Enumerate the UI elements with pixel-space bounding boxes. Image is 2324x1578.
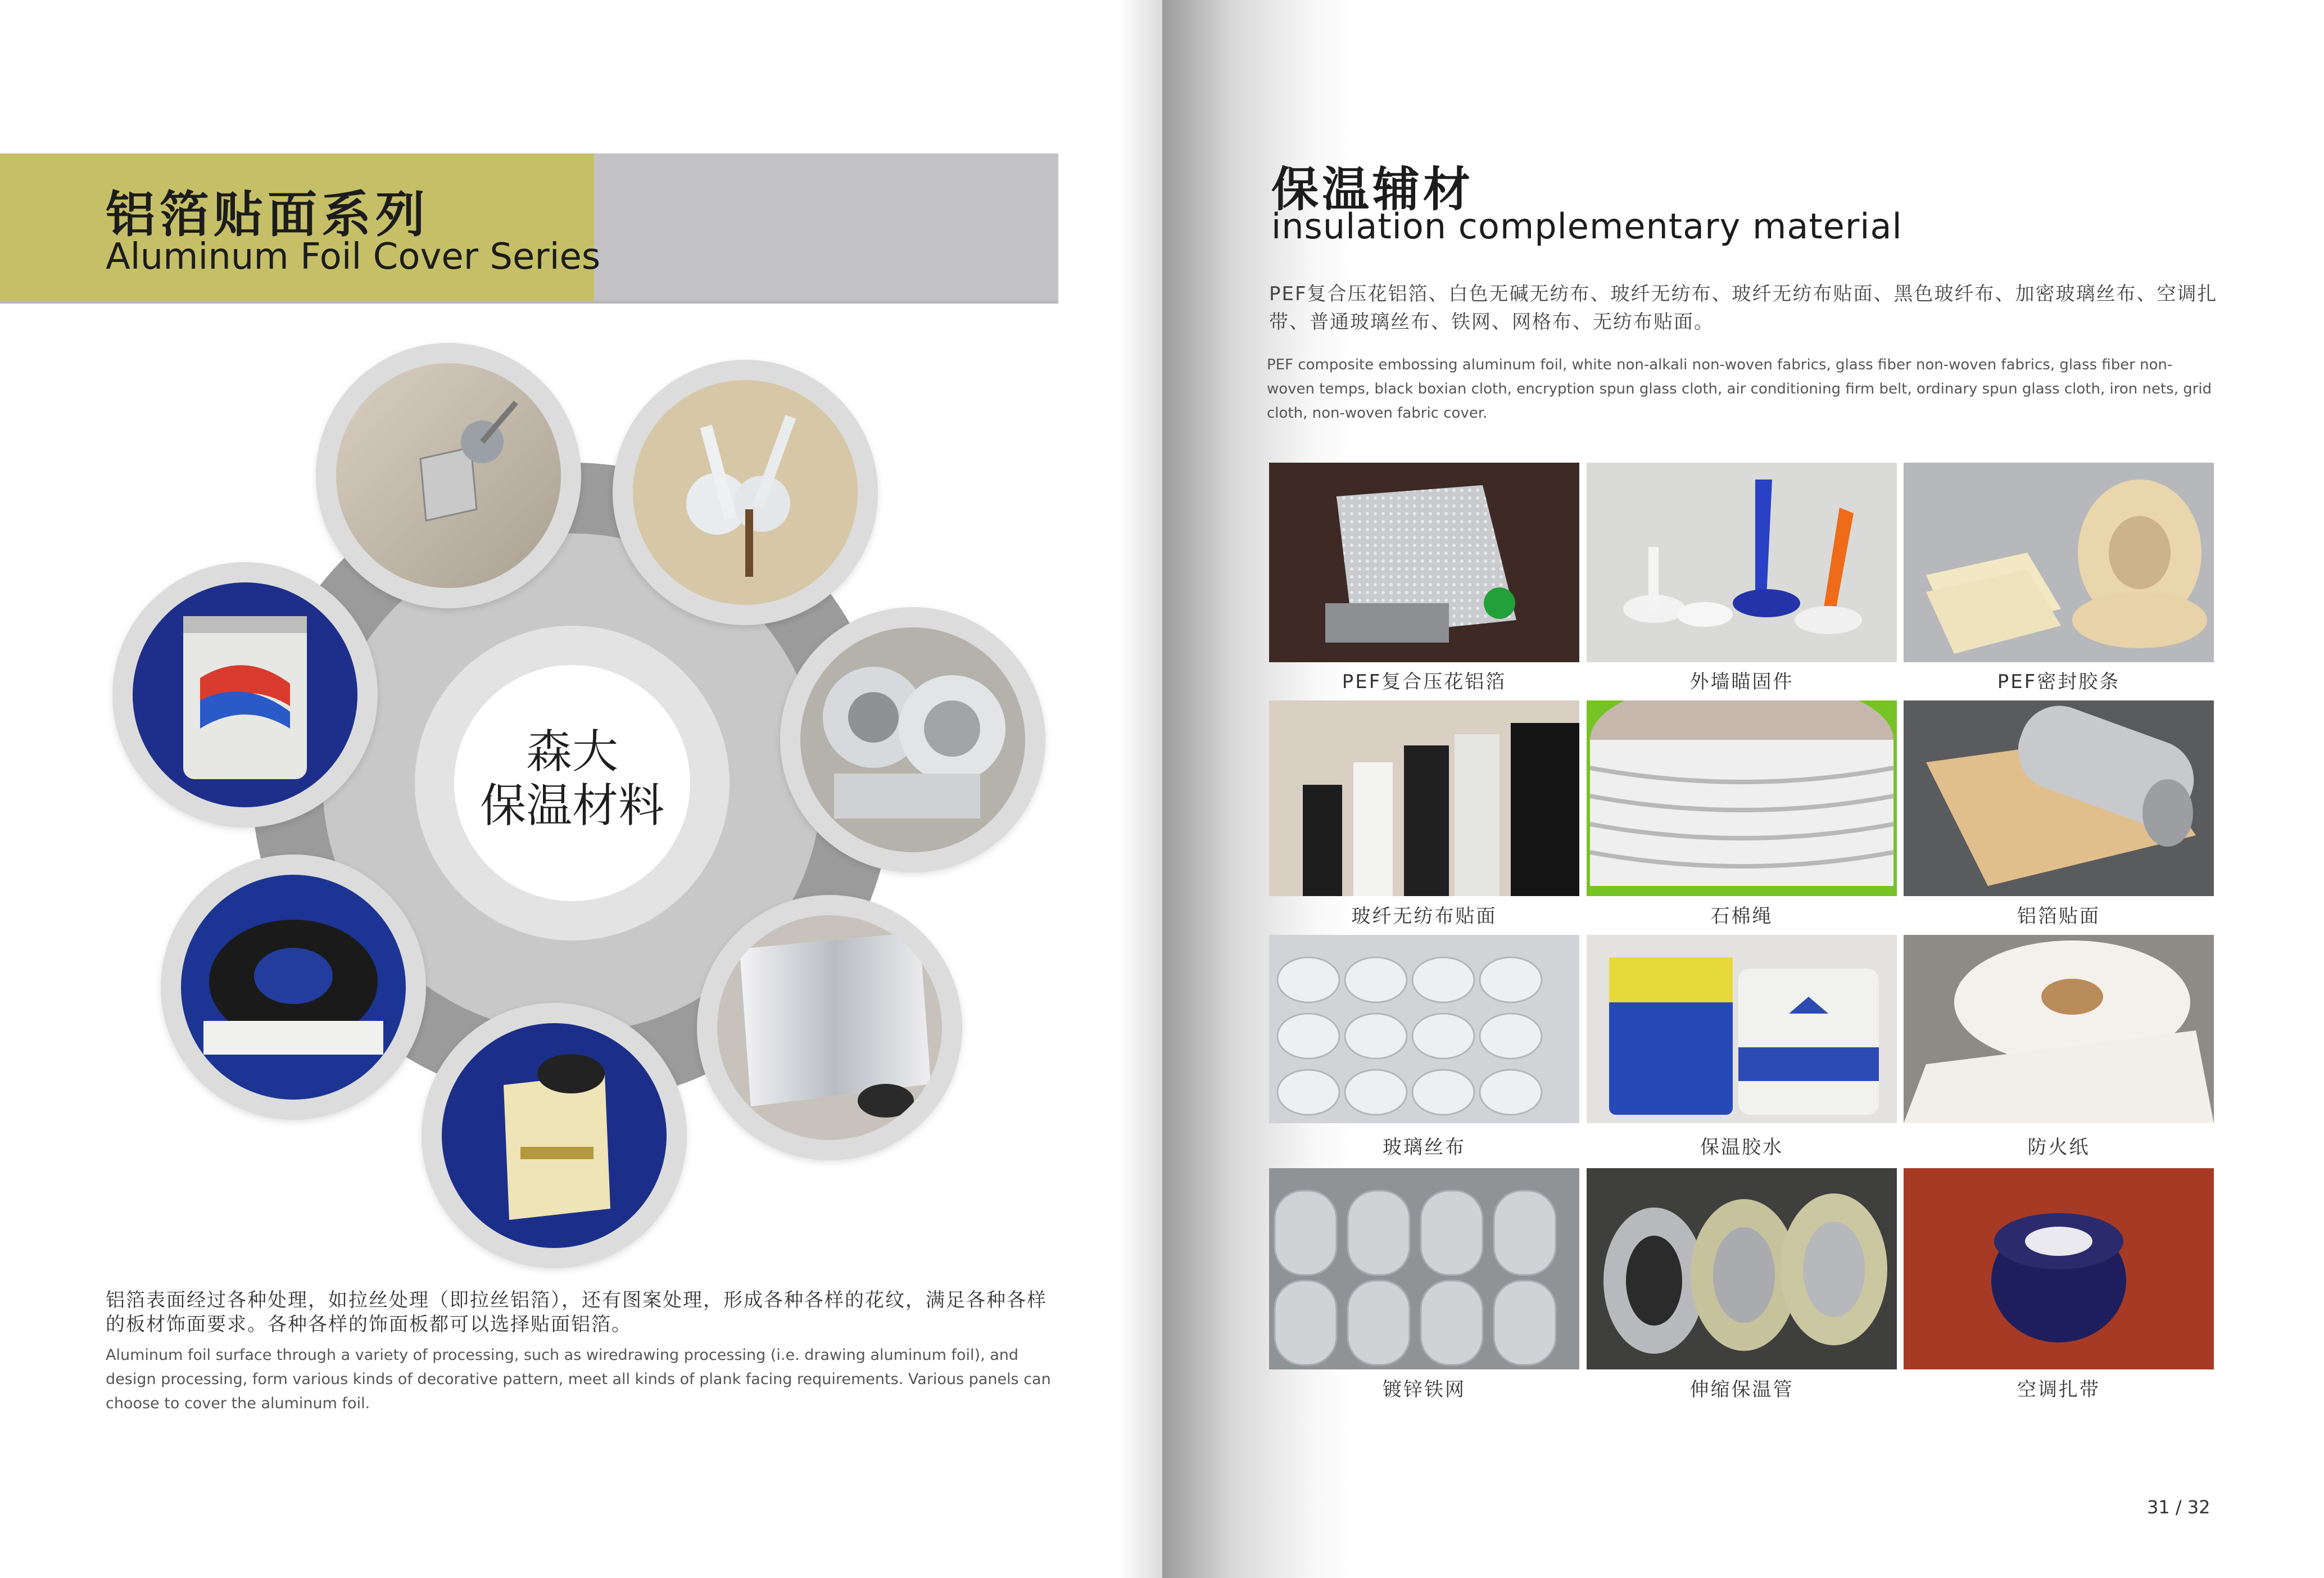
product-caption: 伸缩保温管 [1689, 1378, 1794, 1401]
rosette-center-text [454, 725, 690, 833]
photo-glue-can [133, 582, 357, 807]
photo-metal-clip [336, 363, 561, 588]
photo-foam-tape [181, 875, 406, 1100]
right-description-cn: PEF复合压花铝箔、白色无碱无纺布、玻纤无纺布、玻纤无纺布贴面、黑色玻纤布、加密玻璃丝布、空调扎带、普通玻璃丝布、铁网、网格布、无纺布贴面。 [1269, 283, 2218, 333]
product-caption: 玻纤无纺布贴面 [1351, 905, 1497, 928]
center-line-2: 保温材料 [479, 779, 664, 833]
photo-glass-fiber-facing [1269, 700, 1579, 896]
photo-foil-tape [800, 627, 1025, 852]
photo-wall-anchor [1587, 463, 1897, 662]
header-divider [0, 301, 1058, 304]
product-caption: PEF密封胶条 [1997, 671, 2121, 693]
description-en: Aluminum foil surface through a variety of processing, such as wiredrawing processing (i.e. drawing aluminum foil), and design processing, form various kinds of decorative pattern, meet all kinds of plank facing requirements. Various panels can choose to cover the aluminum foil. [106, 1346, 1051, 1412]
page-title-en: Aluminum Foil Cover Series [106, 236, 601, 278]
product-caption: PEF复合压花铝箔 [1342, 671, 1507, 693]
photo-fireproof-paper [1904, 935, 2214, 1123]
description-cn: 铝箔表面经过各种处理，如拉丝处理（即拉丝铝箔），还有图案处理，形成各种各样的花纹，满足各种各样的板材饰面要求。各种各样的饰面板都可以选择贴面铝箔。 [106, 1289, 1047, 1336]
product-caption: 镀锌铁网 [1383, 1378, 1466, 1401]
photo-pef-seal-strip [1904, 463, 2214, 662]
product-caption: 空调扎带 [2017, 1378, 2100, 1401]
photo-plastic-anchors [633, 380, 858, 605]
product-caption: 保温胶水 [1700, 1136, 1783, 1159]
photo-asbestos-rope [1587, 700, 1897, 896]
photo-foil-facing [1904, 700, 2214, 896]
right-description-en: PEF composite embossing aluminum foil, white non-alkali non-woven fabrics, glass fiber non-woven fabrics, glass fiber non-woven temps, black boxian cloth, encryption spun glass cloth, air conditioning firm belt, ordinary spun glass cloth, iron nets, grid cloth, non-woven fabric cover. [1267, 356, 2212, 422]
product-caption: 防火纸 [2027, 1136, 2090, 1159]
photo-ac-strap [1904, 1168, 2214, 1369]
photo-flexible-duct [1587, 1168, 1897, 1369]
product-caption: 铝箔贴面 [2017, 905, 2100, 928]
product-caption: 石棉绳 [1710, 905, 1773, 928]
header-band-gray [594, 153, 1058, 303]
page-number: 31 / 32 [2147, 1496, 2210, 1518]
page-title-cn: 铝箔贴面系列 [106, 186, 430, 243]
product-caption: 玻璃丝布 [1383, 1136, 1466, 1159]
photo-tape-box [442, 1023, 667, 1248]
center-line-1: 森大 [525, 725, 618, 779]
photo-insulation-glue [1587, 935, 1897, 1123]
photo-glass-fiber-cloth [1269, 935, 1579, 1123]
photo-foil-sheet [717, 915, 942, 1140]
product-caption: 外墙瞄固件 [1689, 671, 1794, 693]
spine-shadow [1118, 0, 1162, 1578]
photo-galvanized-mesh [1269, 1168, 1579, 1369]
photo-pef-embossed-foil [1269, 463, 1579, 662]
right-title-cn: 保温辅材 [1271, 162, 1474, 217]
right-title-en: insulation complementary material [1271, 206, 1902, 247]
